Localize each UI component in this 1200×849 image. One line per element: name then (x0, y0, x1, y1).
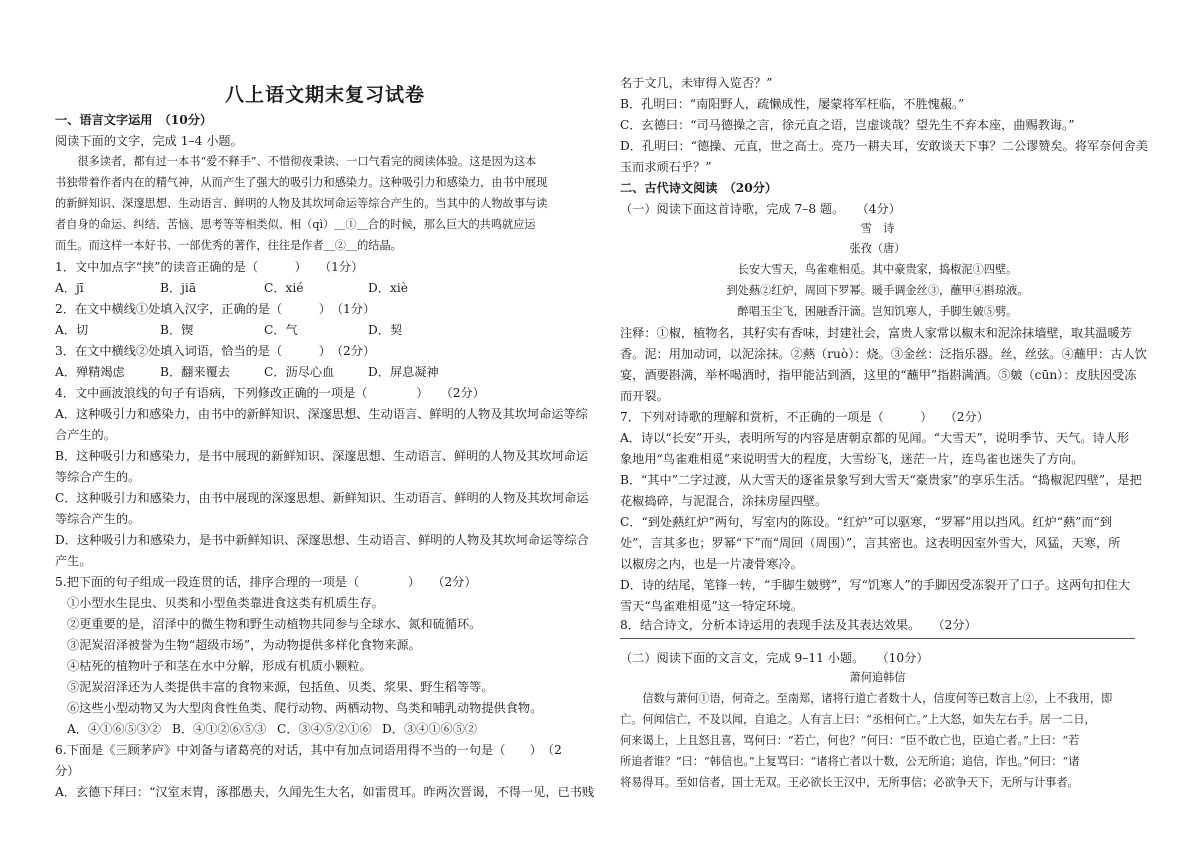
q3-option-a: A．殚精竭虑 (55, 365, 125, 379)
passage-line: 书独带着作者内在的精气神，从而产生了强大的吸引力和感染力。这种吸引力和感染力，由书中展现 (55, 176, 548, 189)
q4-option-line: 产生。 (55, 554, 92, 568)
q2-option-a: A．切 (55, 323, 89, 337)
q6-option-a: A．玄德下拜曰：“汉室末胄，涿郡愚夫，久闻先生大名，如雷贯耳。昨两次晋谒，不得一见，已书贱 (55, 785, 595, 799)
poem-line: 醉唱玉尘飞，困融香汗滴。岂知饥寒人，手脚生皴⑤劈。 (737, 305, 1018, 318)
passage-line: 者自身的命运、纠结、苦恼、思考等等相类似、相（qì）＿①＿合的时候，那么巨大的共鸣就应运 (55, 218, 536, 231)
passage-line: 而生。而这样一本好书、一部优秀的著作，往往是作者＿②＿的结晶。 (55, 239, 402, 252)
q4-option-line: A．这种吸引力和感染力，由书中的新鲜知识、深邃思想、生动语言、鲜明的人物及其坎坷命运等综 (55, 407, 588, 421)
q6-option-a-cont: 名于文几，未审得入览否？” (620, 76, 773, 90)
q7-option-line: C．“到处爇红炉”两句，写室内的陈设。“红炉”可以驱寒，“罗幂”用以挡风。红炉“爇”而“到 (620, 515, 1112, 529)
section2-heading: 二、古代诗文阅读 （20分） (620, 181, 778, 195)
q5-item: ②更重要的是，沼泽中的微生物和野生动植物共同参与全球水、氮和硫循环。 (67, 617, 482, 631)
prose-line: 所追者谁？”曰：“韩信也。”上复骂曰：“诸将亡者以十数，公无所追；追信，诈也。”何曰：“诸 (620, 755, 1080, 768)
prose-title: 萧何追韩信 (849, 671, 906, 684)
q5-item: ⑥这些小型动物又为大型肉食性鱼类、爬行动物、两栖动物、鸟类和哺乳动物提供食物。 (67, 701, 543, 715)
q1-option-c: C．xié (264, 281, 304, 295)
q6-option-d-cont: 玉而求顽石乎？” (620, 160, 712, 174)
q6-option-c: C．玄德曰：“司马德操之言，徐元直之语，岂虚谈哉？望先生不弃本座，曲赐教诲。” (620, 118, 1075, 132)
section1-instruction: 阅读下面的文字，完成 1–4 小题。 (55, 134, 243, 148)
section-divider (620, 638, 1135, 639)
prose-line: 何来谒上，上且怒且喜，骂何曰：“若亡，何也？”何曰：“臣不敢亡也，臣追亡者。”上曰：“若 (620, 734, 1080, 747)
q6-option-b: B．孔明曰：“南阳野人，疏懒成性，屡蒙将军枉临，不胜愧赧。” (620, 97, 965, 111)
poem-line: 长安大雪天，鸟雀难相觅。其中豪贵家，捣椒泥①四壁。 (737, 263, 1018, 276)
page-title: 八上语文期末复习试卷 (224, 84, 425, 106)
prose-line: 亡。何闻信亡，不及以闻，自追之。人有言上曰：“丞相何亡。”上大怒，如失左右手。居一二日， (620, 713, 1096, 726)
question-6: 6.下面是《三顾茅庐》中刘备与诸葛亮的对话，其中有加点词语用得不当的一句是（ ） （2 (55, 743, 562, 757)
q5-item: ①小型水生昆虫、贝类和小型鱼类靠进食这类有机质生存。 (67, 596, 384, 610)
q7-option-line: A．诗以“长安”开头，表明所写的内容是唐朝京都的见闻。“大雪天”，说明季节、天气。诗人形 (620, 431, 1130, 445)
subsection-1-heading: （一）阅读下面这首诗歌，完成 7–8 题。 （4分） (620, 202, 901, 216)
q1-option-a: A．jī (55, 281, 84, 295)
question-4: 4．文中画波浪线的句子有语病，下列修改正确的一项是（ ） （2分） (55, 386, 485, 400)
question-5: 5.把下面的句子组成一段连贯的话，排序合理的一项是（ ） （2分） (55, 575, 477, 589)
poem-author: 张孜（唐） (849, 242, 906, 255)
poem-note: 注释：①椒，植物名，其籽实有香味，封建社会，富贵人家常以椒末和泥涂抹墙壁，取其温暖芳 (620, 326, 1132, 340)
q6-option-d: D．孔明曰：“德操、元直，世之高士。亮乃一耕夫耳，安敢谈天下事？二公谬赞矣。将军奈何舍美 (620, 139, 1148, 153)
question-6-cont: 分） (55, 764, 80, 778)
q2-option-d: D．契 (368, 323, 403, 337)
q7-option-line: 象地用“鸟雀难相觅”来说明雪大的程度，大雪纷飞，迷茫一片，连鸟雀也迷失了方向。 (620, 452, 1084, 466)
q5-option-c: C．③④⑤②①⑥ (277, 722, 372, 736)
q5-item: ⑤泥炭沼泽还为人类提供丰富的食物来源，包括鱼、贝类、浆果、野生稻等等。 (67, 680, 494, 694)
passage-line: 很多读者，都有过一本书“爱不释手”、不惜彻夜秉读、一口气看完的阅读体验。这是因为这本 (55, 155, 537, 168)
q4-option-line: 等综合产生的。 (55, 470, 141, 484)
q7-option-line: B．“其中”二字过渡，从大雪天的逐雀景象写到大雪天“豪贵家”的享乐生活。“捣椒泥四壁”，是把 (620, 473, 1142, 487)
q4-option-line: B．这种吸引力和感染力，是书中展现的新鲜知识、深邃思想、生动语言、鲜明的人物及其坎坷命运 (55, 449, 589, 463)
q5-item: ④枯死的植物叶子和茎在水中分解，形成有机质小颗粒。 (67, 659, 372, 673)
q4-option-line: 合产生的。 (55, 428, 116, 442)
q7-option-line: 雪天“鸟雀难相觅”这一特定环境。 (620, 599, 804, 613)
question-2: 2．在文中横线①处填入汉字，正确的是（ ） （1分） (55, 302, 376, 316)
q4-option-line: D．这种吸引力和感染力，是书中新鲜知识、深邃思想、生动语言、鲜明的人物及其坎坷命运等综合 (55, 533, 589, 547)
prose-line: 信数与萧何①语，何奇之。至南郑，诸将行道亡者数十人，信度何等已数言上②，上不我用，即 (620, 692, 1113, 705)
q4-option-line: C．这种吸引力和感染力，由书中展现的深邃思想、新鲜知识、生动语言、鲜明的人物及其坎坷命运 (55, 491, 589, 505)
section1-heading: 一、语言文字运用 （10分） (55, 113, 213, 127)
poem-note: 香。泥：用加动词，以泥涂抹。②爇（ruò）：烧。③金丝：泛指乐器。丝，丝弦。④蘸甲：古人饮 (620, 347, 1147, 361)
q1-option-d: D．xiè (368, 281, 408, 295)
q3-option-b: B．翻来覆去 (160, 365, 230, 379)
q5-option-b: B．④①②⑥⑤③ (172, 722, 267, 736)
poem-note: 宴，酒要斟满，举杯喝酒时，指甲能沾到酒，这里的“蘸甲”指斟满酒。⑤皴（cūn）：皮肤因受冻 (620, 368, 1137, 382)
question-8: 8．结合诗文，分析本诗运用的表现手法及其表达效果。 （2分） (620, 618, 977, 632)
q7-option-line: 处”，言其多也；罗幂“下”而“周回（周围）”，言其密也。这表明因室外雪大，风猛，天寒，所 (620, 536, 1121, 550)
question-1: 1．文中加点字“挟”的读音正确的是（ ） （1分） (55, 260, 364, 274)
poem-title: 雪 诗 (860, 222, 895, 235)
passage-line: 的新鲜知识、深邃思想、生动语言、鲜明的人物及其坎坷命运等综合产生的。当其中的人物故事与读 (55, 197, 548, 210)
question-3: 3．在文中横线②处填入词语，恰当的是（ ） （2分） (55, 344, 376, 358)
q7-option-line: 花椒捣碎，与泥混合，涂抹房屋四壁。 (620, 494, 828, 508)
poem-line: 到处爇②红炉，周回下罗幂。暖手调金丝③，蘸甲④斟琼液。 (726, 284, 1029, 297)
question-7: 7．下列对诗歌的理解和赏析，不正确的一项是（ ） （2分） (620, 410, 989, 424)
q5-option-d: D．③④①⑥⑤② (382, 722, 478, 736)
q2-option-c: C．气 (264, 323, 298, 337)
q5-option-a: A．④①⑥⑤③② (67, 722, 162, 736)
subsection-2-heading: （二）阅读下面的文言文，完成 9–11 小题。 （10分） (620, 651, 929, 665)
q7-option-line: D．诗的结尾，笔锋一转，“手脚生皴劈”，写“饥寒人”的手脚因受冻裂开了口子。这两句扣住大 (620, 578, 1131, 592)
q5-item: ③泥炭沼泽被誉为生物“超级市场”，为动物提供多样化食物来源。 (67, 638, 421, 652)
q3-option-d: D．屏息凝神 (368, 365, 439, 379)
q1-option-b: B．jiā (160, 281, 197, 295)
q3-option-c: C．沥尽心血 (264, 365, 335, 379)
poem-note: 而开裂。 (620, 389, 669, 403)
q2-option-b: B．锲 (160, 323, 194, 337)
q7-option-line: 以椒房之内，也是一片凄骨寒冷。 (620, 557, 803, 571)
prose-line: 将易得耳。至如信者，国士无双。王必欲长王汉中，无所事信；必欲争天下，无所与计事者。 (620, 776, 1079, 789)
q4-option-line: 等综合产生的。 (55, 512, 141, 526)
